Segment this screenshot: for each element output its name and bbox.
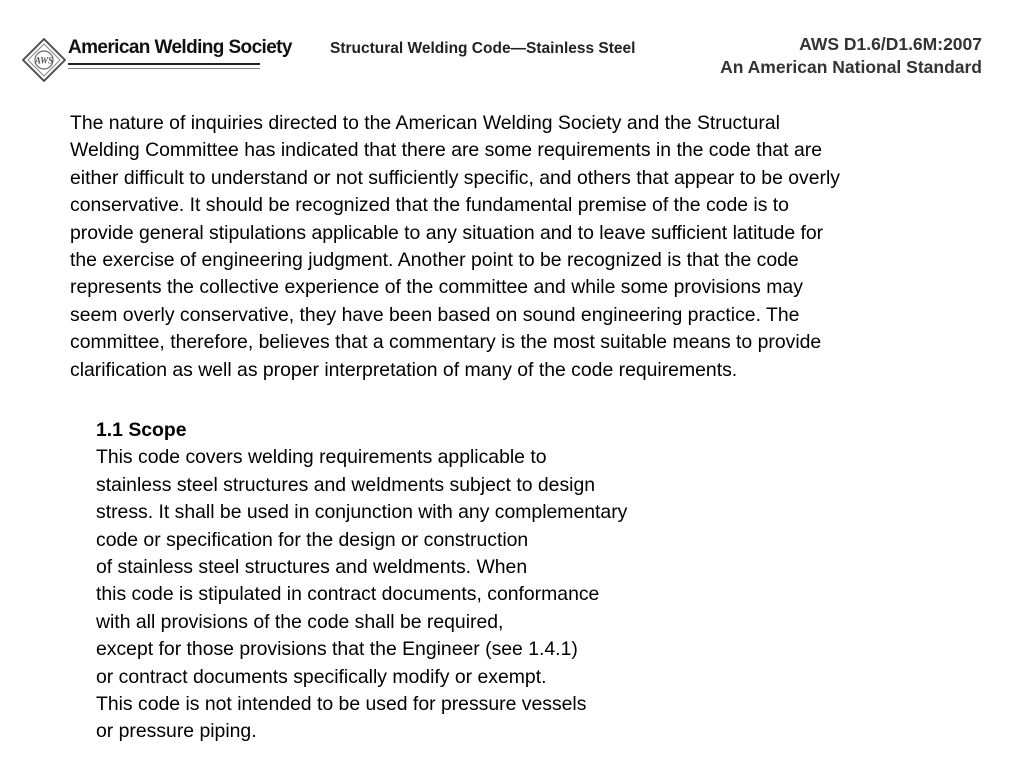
scope-section xyxy=(96,417,796,746)
scope-line: code or specification for the design or construction xyxy=(96,528,529,551)
document-title: Structural Welding Code—Stainless Steel xyxy=(330,40,636,57)
org-name: American Welding Society xyxy=(68,37,292,58)
scope-line: this code is stipulated in contract documents, conformance xyxy=(96,583,600,606)
aws-logo xyxy=(22,38,66,82)
intro-line: represents the collective experience of the committee and while some provisions may xyxy=(70,276,803,299)
page-header xyxy=(0,0,1024,100)
scope-line: or pressure piping. xyxy=(96,720,257,743)
intro-line: The nature of inquiries directed to the American Welding Society and the Structural xyxy=(70,112,780,134)
scope-line: stainless steel structures and weldments subject to design xyxy=(96,473,596,496)
scope-paragraph xyxy=(96,444,796,745)
scope-line: or contract documents specifically modify or exempt. xyxy=(96,665,547,688)
intro-line: clarification as well as proper interpretation of many of the code requirements. xyxy=(70,358,738,381)
scope-line: except for those provisions that the Engineer (see 1.4.1) xyxy=(96,638,578,661)
intro-line: the exercise of engineering judgment. Another point to be recognized is that the code xyxy=(70,249,799,272)
scope-line: This code covers welding requirements applicable to xyxy=(96,446,547,469)
intro-line: conservative. It should be recognized that the fundamental premise of the code is to xyxy=(70,194,789,217)
intro-paragraph xyxy=(70,110,985,384)
standard-id: AWS D1.6/D1.6M:2007 xyxy=(799,34,982,54)
intro-line: committee, therefore, believes that a commentary is the most suitable means to provide xyxy=(70,331,822,354)
intro-line: seem overly conservative, they have been based on sound engineering practice. The xyxy=(70,303,800,326)
intro-line: Welding Committee has indicated that there are some requirements in the code that are xyxy=(70,139,822,162)
scope-line: This code is not intended to be used for pressure vessels xyxy=(96,693,587,716)
scope-line: with all provisions of the code shall be required, xyxy=(96,610,504,633)
logo-text: AWS xyxy=(34,55,54,66)
scope-heading: 1.1 Scope xyxy=(96,419,187,441)
scope-line: of stainless steel structures and weldments. When xyxy=(96,556,528,579)
org-divider-thin xyxy=(68,68,260,69)
intro-line: provide general stipulations applicable to any situation and to leave sufficient latitude for xyxy=(70,221,824,244)
standard-name: An American National Standard xyxy=(720,57,982,77)
intro-line: either difficult to understand or not sufficiently specific, and others that appear to be overly xyxy=(70,166,840,189)
scope-line: stress. It shall be used in conjunction with any complementary xyxy=(96,501,628,524)
org-divider xyxy=(68,63,260,65)
